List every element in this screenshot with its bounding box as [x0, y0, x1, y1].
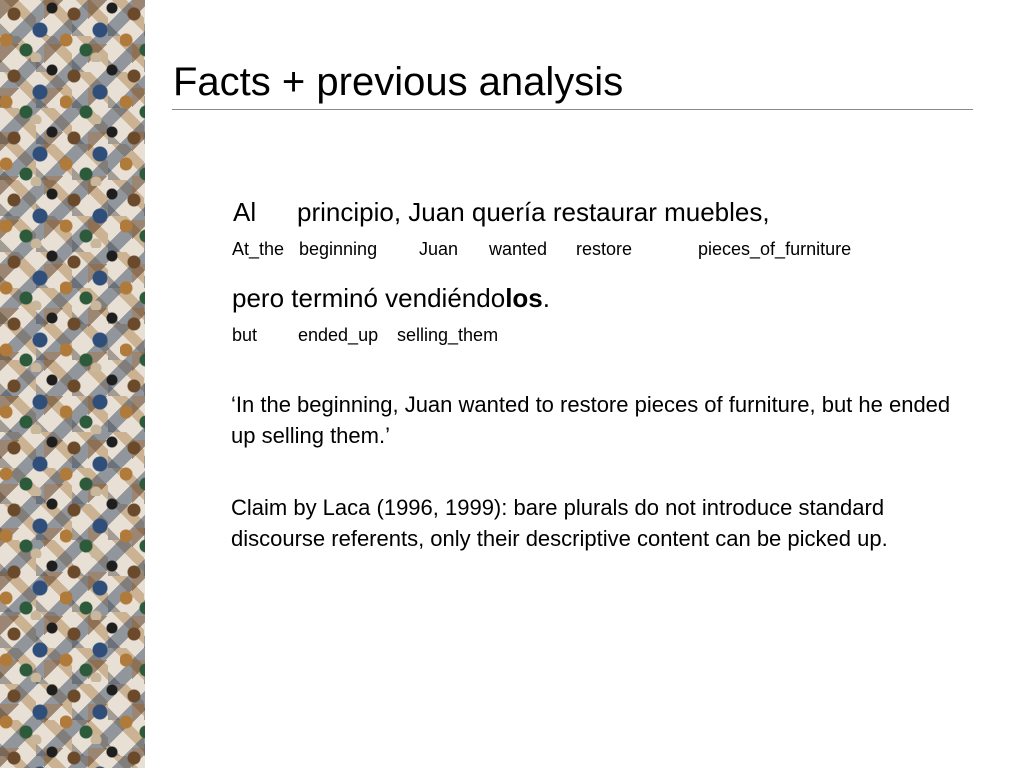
gloss-word: Juan — [419, 239, 459, 259]
claim-text: Claim by Laca (1996, 1999): bare plurals do not introduce standard discourse referents, only their descriptive content can be picked up. — [231, 495, 888, 551]
example-word-al: Al — [233, 197, 257, 227]
example-line-2-prefix: pero terminó vendiéndo — [232, 283, 506, 313]
gloss-word: beginning — [299, 239, 378, 259]
gloss-word: ended_up — [298, 325, 379, 345]
decorative-tile-strip — [0, 0, 145, 768]
gloss-word: restore — [576, 239, 633, 259]
title-divider — [172, 109, 973, 110]
example-line-2-suffix: . — [542, 283, 550, 313]
gloss-word: but — [232, 325, 258, 345]
example-line-2-bold: los — [505, 283, 543, 313]
gloss-word: At_the — [232, 239, 285, 259]
translation-text: ‘In the beginning, Juan wanted to restore pieces of furniture, but he ended up selling them.’ — [231, 392, 951, 448]
example-line-2 — [232, 283, 550, 313]
slide-title: Facts + previous analysis — [173, 60, 624, 104]
example-word-rest: principio, Juan quería restaurar muebles, — [297, 197, 770, 227]
gloss-word: selling_them — [397, 325, 499, 345]
gloss-word: pieces_of_furniture — [698, 239, 852, 259]
gloss-word: wanted — [489, 239, 548, 259]
